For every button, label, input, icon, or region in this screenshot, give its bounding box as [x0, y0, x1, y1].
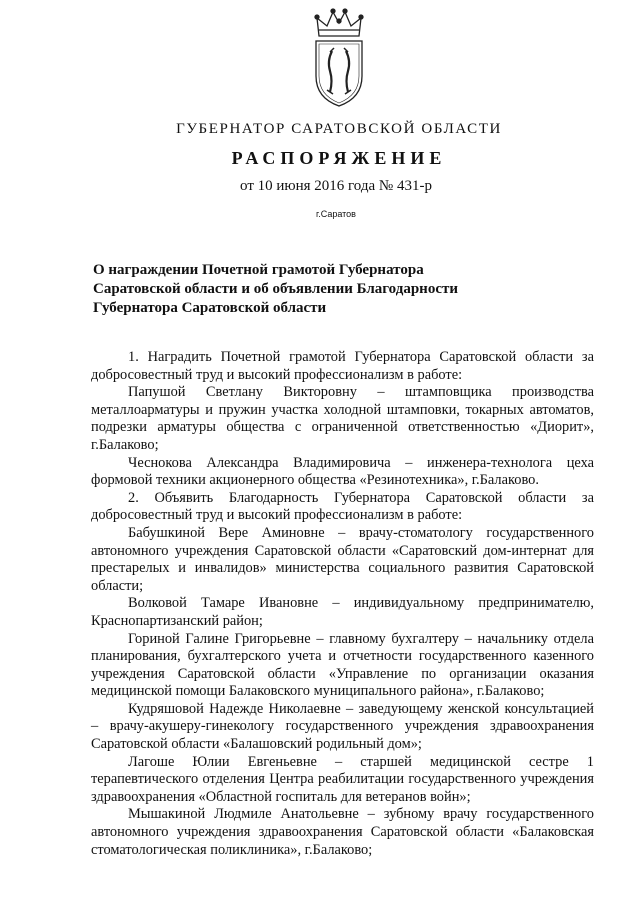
- document-heading: [93, 261, 513, 318]
- heading-line: Губернатора Саратовской области: [93, 300, 327, 316]
- body-paragraph: Кудряшовой Надежде Николаевне – заведующему женской консультацией – врачу-акушеру-гинекологу государственного учреждения здравоохранения Саратовской области «Балашовский родильный дом»;: [91, 700, 594, 753]
- coat-of-arms-icon: [297, 6, 381, 110]
- body-paragraph: 1. Наградить Почетной грамотой Губернатора Саратовской области за добросовестный труд и высокий профессионализм в работе:: [91, 349, 594, 383]
- body-paragraph: Чеснокова Александра Владимировича – инженера-технолога цеха формовой техники акционерного общества «Резинотехника», г.Балаково.: [91, 454, 594, 489]
- issue-city: г.Саратов: [316, 209, 356, 219]
- document-date-number: от 10 июня 2016 года № 431-р: [240, 178, 432, 194]
- document-body: [91, 349, 594, 859]
- body-paragraph: Лагоше Юлии Евгеньевне – старшей медицинской сестре 1 терапевтического отделения Центра реабилитации государственного учреждения здравоохранения «Областной госпиталь для ветеранов войн»;: [91, 753, 594, 805]
- heading-line: О награждении Почетной грамотой Губернатора: [93, 262, 424, 278]
- body-paragraph: Волковой Тамаре Ивановне – индивидуальному предпринимателю, Краснопартизанский район;: [91, 595, 594, 629]
- document-type: РАСПОРЯЖЕНИЕ: [231, 148, 447, 168]
- body-paragraph: Папушой Светлану Викторовну – штамповщика производства металлоарматуры и пружин участка холодной штамповки, токарных автоматов, подрезки арматуры общества с ограниченной ответственностью «Диорит», г.Балаково;: [91, 384, 594, 453]
- body-paragraph: Гориной Галине Григорьевне – главному бухгалтеру – начальнику отдела планирования, бухгалтерского учета и отчетности государственного казенного учреждения Саратовской области «Управление по организации оказания медицинской помощи Балаковского муниципального района», г.Балаково;: [91, 630, 594, 700]
- heading-line: Саратовской области и об объявлении Благодарности: [93, 281, 458, 297]
- body-paragraph: Мышакиной Людмиле Анатольевне – зубному врачу государственного автономного учреждения здравоохранения Саратовской области «Балаковская стоматологическая поликлиника», г.Балаково;: [91, 806, 594, 858]
- body-paragraph: Бабушкиной Вере Аминовне – врачу-стоматологу государственного автономного учреждения Саратовской области «Саратовский дом-интернат для престарелых и инвалидов» министерства социального развития Саратовской области;: [91, 524, 594, 594]
- body-paragraph: 2. Объявить Благодарность Губернатора Саратовской области за добросовестный труд и высокий профессионализм в работе:: [91, 489, 594, 524]
- organization-title: ГУБЕРНАТОР САРАТОВСКОЙ ОБЛАСТИ: [176, 121, 502, 137]
